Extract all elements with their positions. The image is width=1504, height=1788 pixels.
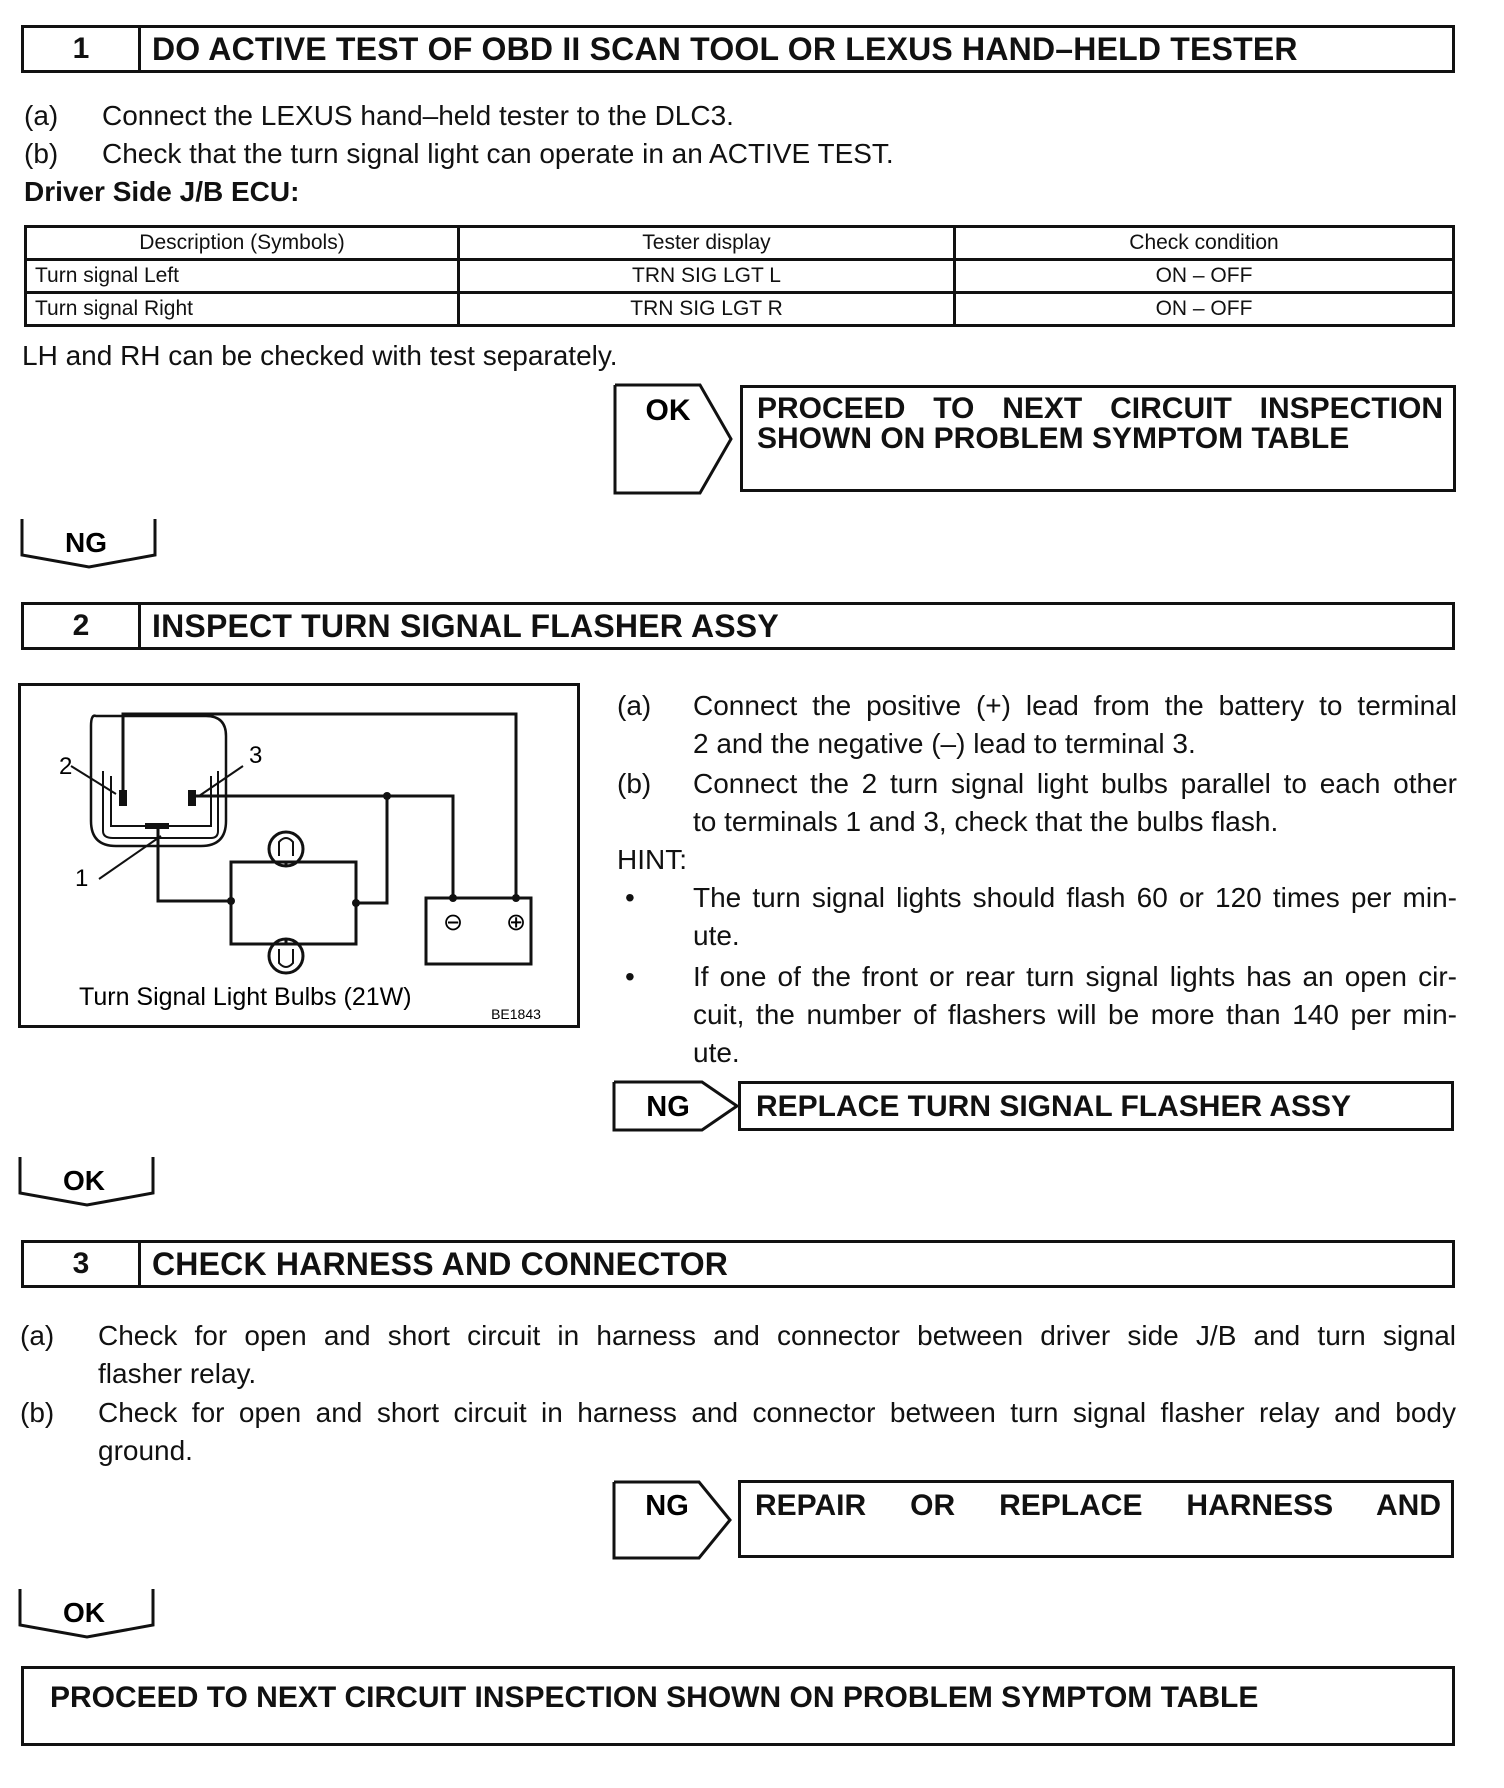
bullet-icon: • <box>625 961 635 992</box>
table-header-cell: Check condition <box>955 227 1454 260</box>
step3-number: 3 <box>24 1243 141 1285</box>
item-line: 2 and the negative (–) lead to terminal 3. <box>693 728 1196 759</box>
item-line: to terminals 1 and 3, check that the bulbs flash. <box>693 806 1279 837</box>
terminal-1-label: 1 <box>75 865 89 892</box>
item-label: (a) <box>24 100 59 131</box>
step1-number: 1 <box>24 28 141 70</box>
item-text: Check that the turn signal light can operate in an ACTIVE TEST. <box>102 138 894 169</box>
terminal-2-label: 2 <box>59 753 73 780</box>
bullet-icon: • <box>625 882 635 913</box>
step1-ok-arrow <box>613 383 735 495</box>
result-line: REPAIR OR REPLACE HARNESS AND <box>755 1489 1441 1522</box>
step3-ng-result-box <box>738 1480 1454 1558</box>
step2-ng-arrow <box>612 1080 742 1132</box>
step3-ok-tab <box>18 1587 156 1640</box>
ok-tab-label: OK <box>63 1165 105 1196</box>
step2-header <box>21 602 1455 650</box>
result-line: REPLACE TURN SIGNAL FLASHER ASSY <box>756 1090 1352 1123</box>
step2-ng-result-box <box>738 1081 1454 1131</box>
item-label: (a) <box>20 1320 55 1351</box>
final-result-box <box>21 1666 1455 1746</box>
figure-caption: Turn Signal Light Bulbs (21W) <box>79 983 412 1011</box>
item-line: Connect the positive (+) lead from the battery to terminal <box>693 690 1457 721</box>
item-label: (b) <box>20 1397 55 1428</box>
table-header-cell: Tester display <box>459 227 955 260</box>
battery-minus-icon: ⊖ <box>442 909 464 936</box>
hint-label: HINT: <box>617 844 687 875</box>
step1-ng-tab <box>20 517 158 570</box>
hint-line: cuit, the number of flashers will be more than 140 per min- <box>693 999 1457 1030</box>
wiring-diagram <box>21 686 577 1025</box>
hint-line: ute. <box>693 920 740 951</box>
item-text: Connect the LEXUS hand–held tester to the DLC3. <box>102 100 734 131</box>
step2-title: INSPECT TURN SIGNAL FLASHER ASSY <box>152 607 779 644</box>
step3-title: CHECK HARNESS AND CONNECTOR <box>152 1245 729 1282</box>
table-cell: TRN SIG LGT R <box>459 293 955 326</box>
flasher-test-figure <box>18 683 580 1028</box>
figure-code: BE1843 <box>491 1006 541 1022</box>
item-line: Connect the 2 turn signal light bulbs parallel to each other <box>693 768 1457 799</box>
table-header-row <box>26 227 1454 260</box>
result-line: SHOWN ON PROBLEM SYMPTOM TABLE <box>757 422 1350 455</box>
item-line: Check for open and short circuit in harness and connector between driver side J/B and turn signal <box>98 1320 1456 1351</box>
active-test-table <box>24 225 1455 327</box>
ng-arrow-label: NG <box>645 1490 689 1522</box>
table-cell: ON – OFF <box>955 293 1454 326</box>
battery-plus-icon: ⊕ <box>505 909 527 936</box>
table-row <box>26 293 1454 326</box>
ok-tab-label: OK <box>63 1597 105 1628</box>
step2-ok-tab <box>18 1155 156 1208</box>
hint-line: ute. <box>693 1037 740 1068</box>
hint-line: If one of the front or rear turn signal lights has an open cir- <box>693 961 1457 992</box>
ok-arrow-label: OK <box>645 394 691 427</box>
table-header-cell: Description (Symbols) <box>26 227 459 260</box>
table-cell: Turn signal Right <box>26 293 459 326</box>
item-line: ground. <box>98 1435 193 1466</box>
ng-arrow-label: NG <box>646 1091 690 1123</box>
step2-number: 2 <box>24 605 141 647</box>
table-cell: TRN SIG LGT L <box>459 260 955 293</box>
item-label: (b) <box>617 768 652 799</box>
ng-tab-label: NG <box>65 527 107 558</box>
step1-subheading: Driver Side J/B ECU: <box>24 176 300 207</box>
table-cell: ON – OFF <box>955 260 1454 293</box>
terminal-3-label: 3 <box>249 742 263 769</box>
table-row <box>26 260 1454 293</box>
result-line: PROCEED TO NEXT CIRCUIT INSPECTION <box>757 392 1443 425</box>
step1-title: DO ACTIVE TEST OF OBD II SCAN TOOL OR LEXUS HAND–HELD TESTER <box>152 30 1298 67</box>
item-line: flasher relay. <box>98 1358 257 1389</box>
item-label: (b) <box>24 138 59 169</box>
step1-header <box>21 25 1455 73</box>
step3-header <box>21 1240 1455 1288</box>
step3-ng-arrow <box>612 1480 734 1560</box>
table-cell: Turn signal Left <box>26 260 459 293</box>
final-result-text: PROCEED TO NEXT CIRCUIT INSPECTION SHOWN ON PROBLEM SYMPTOM TABLE <box>50 1681 1259 1714</box>
step1-note: LH and RH can be checked with test separately. <box>22 340 618 371</box>
item-label: (a) <box>617 690 652 721</box>
hint-line: The turn signal lights should flash 60 or 120 times per min- <box>693 882 1457 913</box>
step1-ok-result-box <box>740 385 1456 492</box>
item-line: Check for open and short circuit in harness and connector between turn signal flasher relay and body <box>98 1397 1456 1428</box>
